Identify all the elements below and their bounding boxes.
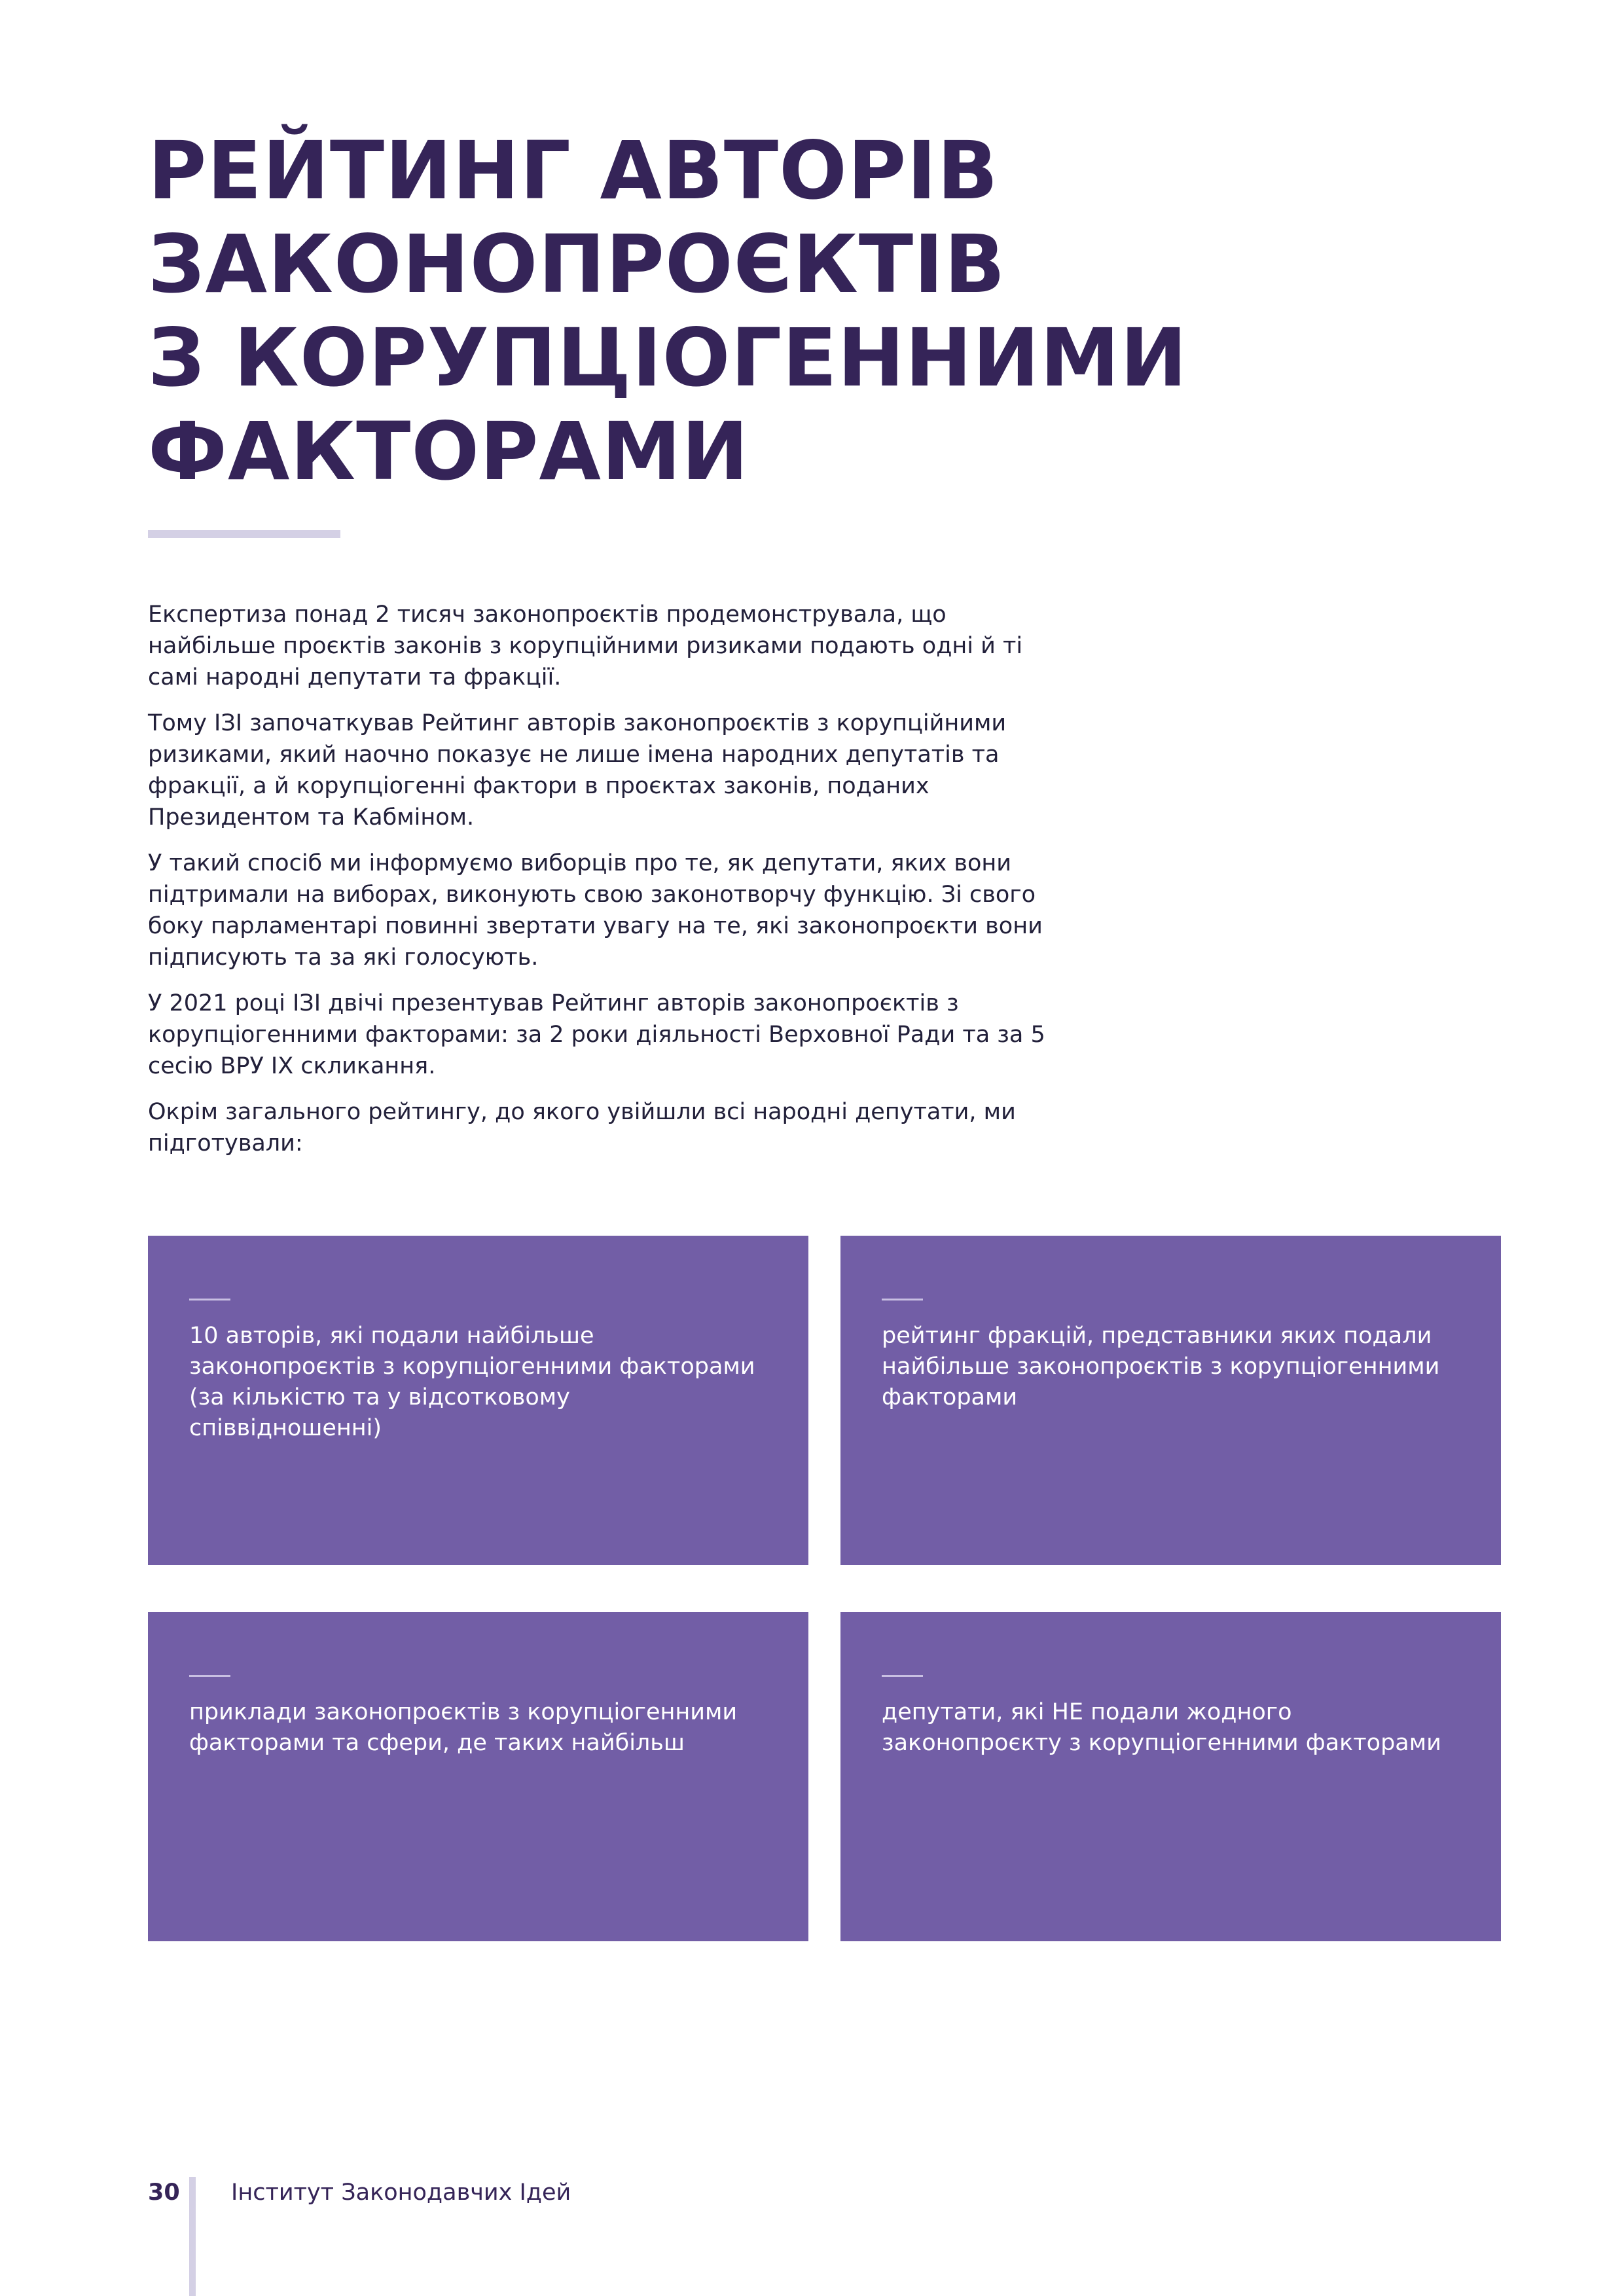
footer-vertical-divider	[189, 2177, 196, 2296]
page-title-line: РЕЙТИНГ АВТОРІВ	[148, 124, 999, 217]
intro-paragraph: Окрім загального рейтингу, до якого увійшли всі народні депутати, ми підготували:	[148, 1099, 1016, 1157]
intro-paragraph: Тому ІЗІ започаткував Рейтинг авторів законопроєктів з корупційними ризиками, який наочно показує не лише імена народних депутатів та фракції, а й корупціогенні фактори в проєктах законів, поданих Президентом та Кабміном.	[148, 710, 1007, 831]
card-dash-divider	[189, 1675, 230, 1677]
title-underline-divider	[148, 530, 340, 538]
footer-organization-name: Інститут Законодавчих Ідей	[231, 2179, 571, 2206]
card-dash-divider	[882, 1675, 923, 1677]
intro-paragraph: Експертиза понад 2 тисяч законопроєктів продемонструвала, що найбільше проєктів законів з корупційними ризиками подають одні й ті самі народні депутати та фракції.	[148, 601, 1023, 691]
info-card-top-authors	[148, 1236, 808, 1565]
card-dash-divider	[189, 1299, 230, 1300]
page-title	[148, 124, 1187, 499]
page-number: 30	[148, 2179, 180, 2206]
info-card-factions-rating	[840, 1236, 1501, 1565]
info-card-clean-deputies	[840, 1612, 1501, 1941]
intro-paragraph: У такий спосіб ми інформуємо виборців про те, як депутати, яких вони підтримали на виборах, виконують свою законотворчу функцію. Зі свого боку парламентарі повинні звертати увагу на те, які законопроєкти вони підписують та за які голосують.	[148, 850, 1043, 971]
page-title-line: З КОРУПЦІОГЕННИМИ	[148, 312, 1188, 404]
page-title-line: ЗАКОНОПРОЄКТІВ	[148, 218, 1006, 311]
card-text: рейтинг фракцій, представники яких подали найбільше законопроєктів з корупціогенними факторами	[882, 1323, 1440, 1410]
info-card-examples	[148, 1612, 808, 1941]
card-text: приклади законопроєктів з корупціогенними факторами та сфери, де таких найбільш	[189, 1699, 738, 1756]
intro-text	[148, 599, 1061, 1174]
card-text: 10 авторів, які подали найбільше законопроєктів з корупціогенними факторами (за кількістю та у відсотковому співвідношенні)	[189, 1323, 755, 1441]
card-text: депутати, які НЕ подали жодного законопроєкту з корупціогенними факторами	[882, 1699, 1441, 1756]
page-title-line: ФАКТОРАМИ	[148, 405, 749, 498]
intro-paragraph: У 2021 році ІЗІ двічі презентував Рейтинг авторів законопроєктів з корупціогенними факторами: за 2 роки діяльності Верховної Ради та за 5 сесію ВРУ IX скликання.	[148, 990, 1045, 1079]
card-dash-divider	[882, 1299, 923, 1300]
